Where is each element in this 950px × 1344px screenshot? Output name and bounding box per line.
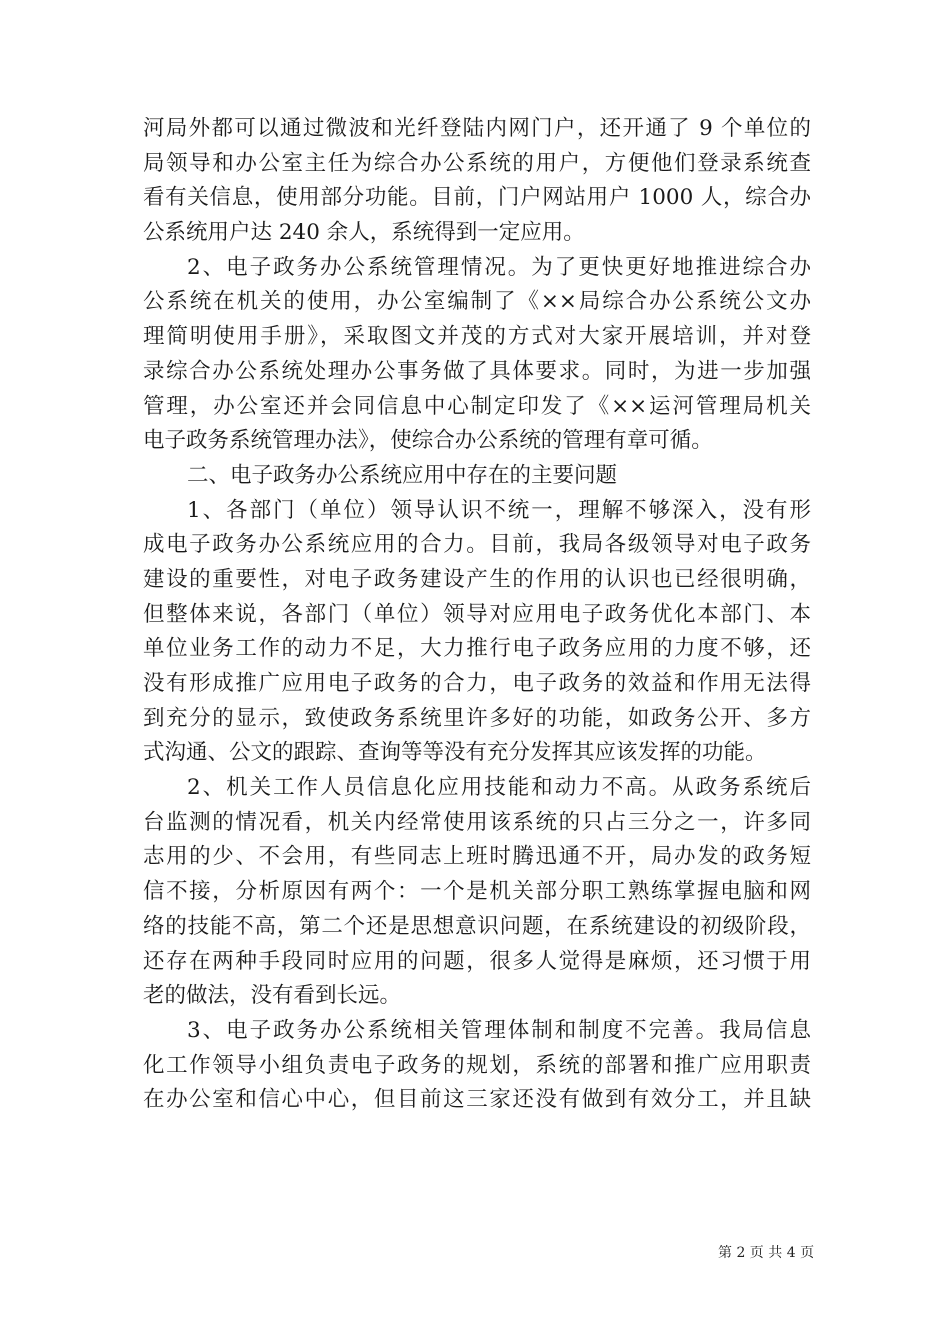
section-heading bbox=[143, 459, 811, 494]
text-line: 理简明使用手册》，采取图文并茂的方式对大家开展培训，并对登 bbox=[143, 324, 811, 350]
text-line: 信不接，分析原因有两个：一个是机关部分职工熟练掌握电脑和网 bbox=[143, 879, 811, 905]
text-line: 3、电子政务办公系统相关管理体制和制度不完善。我局信息 bbox=[187, 1017, 811, 1043]
text-line: 公系统在机关的使用，办公室编制了《××局综合办公系统公文办 bbox=[143, 289, 811, 315]
paragraph bbox=[143, 112, 811, 251]
text-line: 还存在两种手段同时应用的问题，很多人觉得是麻烦，还习惯于用 bbox=[143, 948, 811, 974]
text-line: 单位业务工作的动力不足，大力推行电子政务应用的力度不够，还 bbox=[143, 636, 811, 662]
text-line: 老的做法，没有看到长远。 bbox=[143, 983, 402, 1009]
text-line: 志用的少、不会用，有些同志上班时腾迅通不开，局办发的政务短 bbox=[143, 844, 811, 870]
paragraph bbox=[143, 771, 811, 1014]
page-number-footer: 第 2 页 共 4 页 bbox=[718, 1245, 815, 1261]
text-line: 录综合办公系统处理办公事务做了具体要求。同时，为进一步加强 bbox=[143, 358, 811, 384]
document-body bbox=[143, 112, 811, 1118]
paragraph bbox=[143, 1014, 811, 1118]
text-line: 2、电子政务办公系统管理情况。为了更快更好地推进综合办 bbox=[187, 254, 811, 280]
text-line: 络的技能不高，第二个还是思想意识问题，在系统建设的初级阶段， bbox=[143, 913, 811, 939]
text-line: 建设的重要性，对电子政务建设产生的作用的认识也已经很明确， bbox=[143, 566, 811, 592]
text-line: 公系统用户达 240 余人，系统得到一定应用。 bbox=[143, 220, 585, 246]
text-line: 在办公室和信心中心，但目前这三家还没有做到有效分工，并且缺 bbox=[143, 1087, 811, 1113]
text-line: 台监测的情况看，机关内经常使用该系统的只占三分之一，许多同 bbox=[143, 809, 811, 835]
text-line: 管理，办公室还并会同信息中心制定印发了《××运河管理局机关 bbox=[143, 393, 811, 419]
text-line: 没有形成推广应用电子政务的合力，电子政务的效益和作用无法得 bbox=[143, 671, 811, 696]
paragraph bbox=[143, 494, 811, 772]
text-line: 局领导和办公室主任为综合办公系统的用户，方便他们登录系统查 bbox=[143, 150, 811, 176]
text-line: 看有关信息，使用部分功能。目前，门户网站用户 1000 人，综合办 bbox=[143, 185, 811, 211]
text-line: 化工作领导小组负责电子政务的规划，系统的部署和推广应用职责 bbox=[143, 1052, 811, 1078]
text-line: 2、机关工作人员信息化应用技能和动力不高。从政务系统后 bbox=[187, 775, 811, 801]
text-line: 1、各部门（单位）领导认识不统一，理解不够深入，没有形 bbox=[187, 497, 811, 523]
text-line: 成电子政务办公系统应用的合力。目前，我局各级领导对电子政务 bbox=[143, 532, 811, 558]
text-line: 河局外都可以通过微波和光纤登陆内网门户，还开通了 9 个单位的 bbox=[143, 116, 811, 141]
heading-line: 二、电子政务办公系统应用中存在的主要问题 bbox=[187, 462, 618, 488]
text-line: 到充分的显示，致使政务系统里许多好的功能，如政务公开、多方 bbox=[143, 705, 811, 731]
text-line: 电子政务系统管理办法》，使综合办公系统的管理有章可循。 bbox=[143, 428, 713, 454]
text-line: 但整体来说，各部门（单位）领导对应用电子政务优化本部门、本 bbox=[143, 601, 811, 627]
text-line: 式沟通、公文的跟踪、查询等等没有充分发挥其应该发挥的功能。 bbox=[143, 740, 767, 766]
paragraph bbox=[143, 251, 811, 459]
